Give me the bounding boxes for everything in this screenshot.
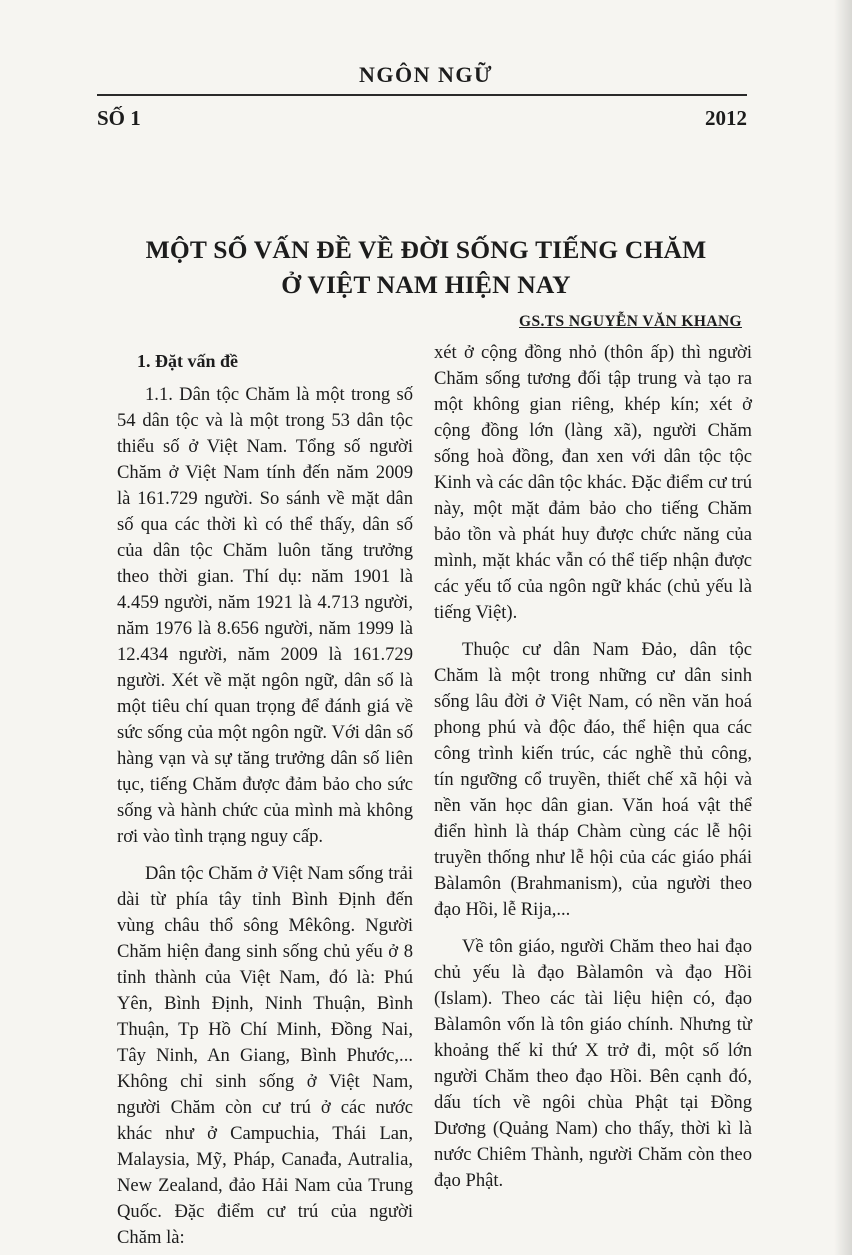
article-author: GS.TS NGUYỄN VĂN KHANG	[519, 313, 742, 330]
header-rule	[97, 94, 747, 96]
paragraph: Thuộc cư dân Nam Đảo, dân tộc Chăm là một trong những cư dân sinh sống lâu đời ở Việt Nam, có nền văn hoá phong phú và độc đáo, thể hiện qua các công trình kiến trúc, các nghề thủ công, tín ngưỡng cổ truyền, thiết chế xã hội và nền văn học dân gian. Văn hoá vật thể điển hình là tháp Chàm cùng các lễ hội truyền thống như lễ hội của các giáo phái Bàlamôn (Brahmanism), của người theo đạo Hồi, lễ Rija,...	[434, 639, 752, 920]
article-title	[80, 232, 772, 302]
page-edge-shadow	[834, 0, 852, 1255]
right-column	[434, 340, 752, 1194]
paragraph: Về tôn giáo, người Chăm theo hai đạo chủ yếu là đạo Bàlamôn và đạo Hồi (Islam). Theo các tài liệu hiện có, đạo Bàlamôn vốn là tôn giáo chính. Nhưng từ khoảng thế kỉ thứ X trở đi, một số lớn người Chăm theo đạo Hồi. Bên cạnh đó, dấu tích về ngôi chùa Phật tại Đồng Dương (Quảng Nam) cho thấy, thời kì là nước Chiêm Thành, người Chăm còn theo đạo Phật.	[434, 936, 752, 1191]
article-title-line-2: Ở VIỆT NAM HIỆN NAY	[281, 270, 571, 299]
issue-year: 2012	[705, 106, 747, 130]
section-heading: 1. Đặt vấn đề	[137, 351, 239, 371]
issue-number: SỐ 1	[97, 106, 141, 130]
paragraph-continued: xét ở cộng đồng nhỏ (thôn ấp) thì người Chăm sống tương đối tập trung và tạo ra một không gian riêng, khép kín; xét ở cộng đồng lớn (làng xã), người Chăm sống hoà đồng, đan xen với dân tộc tộc Kinh và các dân tộc khác. Đặc điểm cư trú này, một mặt đảm bảo cho tiếng Chăm bảo tồn và phát huy được chức năng của mình, mặt khác vẫn có thể tiếp nhận được các yếu tố của ngôn ngữ khác (chủ yếu là tiếng Việt).	[434, 342, 752, 623]
left-column	[117, 348, 413, 1251]
paragraph: 1.1. Dân tộc Chăm là một trong số 54 dân tộc và là một trong 53 dân tộc thiểu số ở Việt Nam. Tổng số người Chăm ở Việt Nam tính đến năm 2009 là 161.729 người. So sánh về mặt dân số qua các thời kì có thể thấy, dân số của dân tộc Chăm luôn tăng trưởng theo thời gian. Thí dụ: năm 1901 là 4.459 người, năm 1921 là 4.713 người, năm 1976 là 8.656 người, năm 1999 là 12.434 người, năm 2009 là 161.729 người. Xét về mặt ngôn ngữ, dân số là một tiêu chí quan trọng để đánh giá về sức sống của một ngôn ngữ. Với dân số hàng vạn và sự tăng trưởng dân số liên tục, tiếng Chăm được đảm bảo cho sức sống và hành chức của mình mà không rơi vào tình trạng nguy cấp.	[117, 384, 413, 847]
article-title-line-1: MỘT SỐ VẤN ĐỀ VỀ ĐỜI SỐNG TIẾNG CHĂM	[145, 235, 707, 264]
journal-name: NGÔN NGỮ	[358, 62, 493, 87]
paragraph: Dân tộc Chăm ở Việt Nam sống trải dài từ phía tây tỉnh Bình Định đến vùng châu thổ sông Mêkông. Người Chăm hiện đang sinh sống chủ yếu ở 8 tỉnh thành của Việt Nam, đó là: Phú Yên, Bình Định, Ninh Thuận, Bình Thuận, Tp Hồ Chí Minh, Đồng Nai, Tây Ninh, An Giang, Bình Phước,... Không chỉ sinh sống ở Việt Nam, người Chăm còn cư trú ở các nước khác như ở Campuchia, Thái Lan, Malaysia, Mỹ, Pháp, Canađa, Autralia, New Zealand, đảo Hải Nam của Trung Quốc. Đặc điểm cư trú của người Chăm là:	[117, 863, 413, 1248]
